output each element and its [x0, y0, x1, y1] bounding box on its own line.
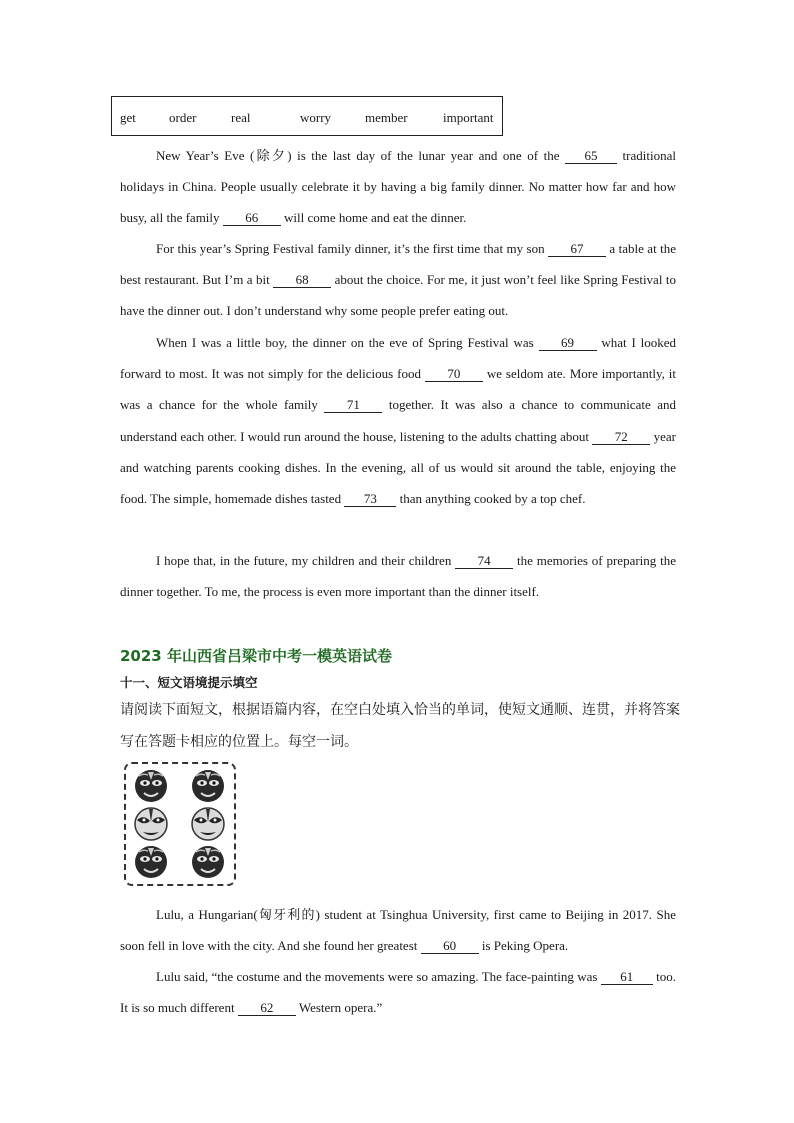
passage2-paragraph-2: Lulu said, “the costume and the movements were so amazing. The face-painting was 61 too. It is so much different 62 Western opera.” — [120, 969, 676, 1016]
answer-blank-71[interactable]: 71 — [324, 397, 382, 413]
opera-masks-image — [124, 762, 236, 886]
word-bank-item: real — [231, 110, 251, 125]
word-bank-item: worry — [300, 110, 332, 125]
instructions: 请阅读下面短文，根据语篇内容，在空白处填入恰当的单词，使短文通顺、连贯，并将答案写在答题卡相应的位置上。每空一词。 — [120, 702, 680, 750]
word-bank-item: order — [169, 110, 197, 125]
opera-masks-illustration — [126, 764, 234, 884]
passage2-paragraph-1: Lulu, a Hungarian(匈牙利的) student at Tsinghua University, first came to Beijing in 2017. She soon fell in love with the city. And she found her greatest 60 is Peking Opera. — [120, 907, 676, 954]
answer-blank-62[interactable]: 62 — [238, 1000, 296, 1016]
word-bank-item: important — [443, 110, 494, 125]
mask-3-icon — [135, 808, 167, 840]
passage1-paragraph-2: For this year’s Spring Festival family dinner, it’s the first time that my son 67 a table at the best restaurant. But I’m a bit 68 about the choice. For me, it just won’t feel like Spring Festival to have the dinner out. I don’t understand why some people prefer eating out. — [120, 241, 676, 319]
answer-blank-69[interactable]: 69 — [539, 335, 597, 351]
word-bank-item: get — [120, 110, 136, 125]
answer-blank-66[interactable]: 66 — [223, 210, 281, 226]
word-bank-box — [111, 96, 503, 136]
answer-blank-73[interactable]: 73 — [344, 491, 396, 507]
answer-blank-70[interactable]: 70 — [425, 366, 483, 382]
answer-blank-68[interactable]: 68 — [273, 272, 331, 288]
passage1-paragraph-4: I hope that, in the future, my children and their children 74 the memories of preparing the dinner together. To me, the process is even more important than the dinner itself. — [120, 553, 676, 600]
answer-blank-67[interactable]: 67 — [548, 241, 606, 257]
answer-blank-74[interactable]: 74 — [455, 553, 513, 569]
mask-5-icon — [135, 846, 167, 878]
word-bank-item: member — [365, 110, 408, 125]
mask-2-icon — [192, 770, 224, 802]
answer-blank-72[interactable]: 72 — [592, 429, 650, 445]
mask-1-icon — [135, 770, 167, 802]
mask-4-icon — [192, 808, 224, 840]
section-heading: 十一、短文语境提示填空 — [120, 675, 258, 690]
answer-blank-61[interactable]: 61 — [601, 969, 653, 985]
exam-title: 2023 年山西省吕梁市中考一模英语试卷 — [120, 647, 392, 665]
answer-blank-65[interactable]: 65 — [565, 148, 617, 164]
answer-blank-60[interactable]: 60 — [421, 938, 479, 954]
passage1-paragraph-1: New Year’s Eve (除夕) is the last day of the lunar year and one of the 65 traditional holidays in China. People usually celebrate it by having a big family dinner. No matter how far and how busy, all the family 66 will come home and eat the dinner. — [120, 148, 676, 226]
mask-6-icon — [192, 846, 224, 878]
passage1-paragraph-3: When I was a little boy, the dinner on the eve of Spring Festival was 69 what I looked forward to most. It was not simply for the delicious food 70 we seldom ate. More importantly, it was a chance for the whole family 71 together. It was also a chance to communicate and understand each other. I would run around the house, listening to the adults chatting about 72 year and watching parents cooking dishes. In the evening, all of us would sit around the table, enjoying the food. The simple, homemade dishes tasted 73 than anything cooked by a top chef. — [120, 335, 677, 507]
